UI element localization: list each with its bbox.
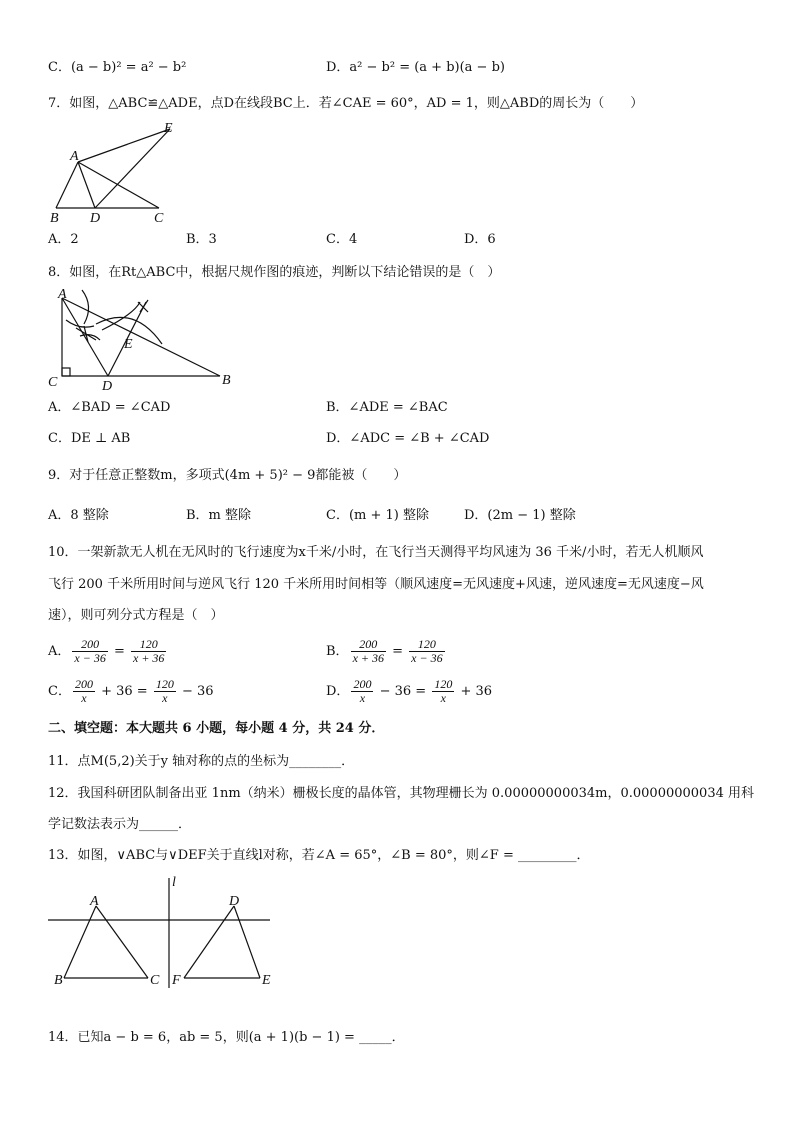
q13-label-e: E <box>262 973 271 988</box>
q13-label-d: D <box>229 894 240 909</box>
q13-label-l: l <box>172 875 176 890</box>
q9-option-c: C．(m + 1) 整除 <box>326 508 429 523</box>
q13-label-b: B <box>54 973 63 988</box>
q7-label-c: C <box>154 211 164 226</box>
q8-option-d: D．∠ADC = ∠B + ∠CAD <box>326 431 490 446</box>
section-2-heading: 二、填空题：本大题共 6 小题，每小题 4 分，共 24 分． <box>48 721 385 736</box>
q10-option-c: C． $\frac{200}{x}$ + 36 = $\frac{120}{x}$ − 36 <box>48 677 214 705</box>
q10-option-d: D． $\frac{200}{x}$ − 36 = $\frac{120}{x}$ + 36 <box>326 677 493 705</box>
q8-option-a: A．∠BAD = ∠CAD <box>48 400 171 415</box>
q7-stem: 7．如图，△ABC≌△ADE，点D在线段BC上．若∠CAE = 60°，AD = 1，则△ABD的周长为（ ） <box>48 96 644 111</box>
q12-line-2: 学记数法表示为______． <box>48 817 192 832</box>
q6-option-d: D．a² − b² = (a + b)(a − b) <box>326 60 505 75</box>
q7-option-a: A．2 <box>48 232 79 247</box>
q13-label-c: C <box>150 973 160 988</box>
q9-option-b: B．m 整除 <box>186 508 252 523</box>
q7-option-b: B．3 <box>186 232 217 247</box>
q7-figure <box>44 118 184 228</box>
q8-option-b: B．∠ADE = ∠BAC <box>326 400 448 415</box>
q7-label-d: D <box>90 211 101 226</box>
q8-figure <box>44 284 244 392</box>
q10-line-3: 速），则可列分式方程是（ ） <box>48 608 224 623</box>
q13-stem: 13．如图，∨ABC与∨DEF关于直线l对称，若∠A = 65°，∠B = 80°，则∠F = _________． <box>48 848 590 863</box>
q11-stem: 11．点M(5,2)关于y 轴对称的点的坐标为________． <box>48 754 355 769</box>
q6-option-c: C．(a − b)² = a² − b² <box>48 60 187 75</box>
q8-label-b: B <box>222 373 231 388</box>
q8-label-a: A <box>58 287 67 302</box>
q10-line-2: 飞行 200 千米所用时间与逆风飞行 120 千米所用时间相等（顺风速度=无风速度+风速，逆风速度=无风速度−风 <box>48 577 704 592</box>
q8-label-c: C <box>48 375 58 390</box>
q13-label-a: A <box>90 894 99 909</box>
q8-label-e: E <box>124 337 133 352</box>
q14-stem: 14．已知a − b = 6，ab = 5，则(a + 1)(b − 1) = _____． <box>48 1030 405 1045</box>
q8-label-d: D <box>102 379 113 392</box>
q8-option-c: C．DE ⊥ AB <box>48 431 131 446</box>
q7-label-e: E <box>164 121 173 136</box>
q10-option-a: A． $\frac{200}{x - 36}$ = $\frac{120}{x + 36}$ <box>48 637 165 665</box>
q13-figure <box>44 868 280 992</box>
q7-label-a: A <box>70 149 79 164</box>
q7-option-c: C．4 <box>326 232 358 247</box>
q10-line-1: 10．一架新款无人机在无风时的飞行速度为x千米/小时，在飞行当天测得平均风速为 36 千米/小时，若无人机顺风 <box>48 545 704 560</box>
q9-stem: 9．对于任意正整数m，多项式(4m + 5)² − 9都能被（ ） <box>48 468 407 483</box>
q10-option-b: B． $\frac{200}{x + 36}$ = $\frac{120}{x - 36}$ <box>326 637 443 665</box>
q7-option-d: D．6 <box>464 232 496 247</box>
q9-option-a: A．8 整除 <box>48 508 109 523</box>
q8-stem: 8．如图，在Rt△ABC中，根据尺规作图的痕迹，判断以下结论错误的是（ ） <box>48 265 501 280</box>
q9-option-d: D．(2m − 1) 整除 <box>464 508 576 523</box>
q7-label-b: B <box>50 211 59 226</box>
q12-line-1: 12．我国科研团队制备出亚 1nm（纳米）栅极长度的晶体管，其物理栅长为 0.00000000034m，0.00000000034 用科 <box>48 786 755 801</box>
q13-label-f: F <box>172 973 181 988</box>
